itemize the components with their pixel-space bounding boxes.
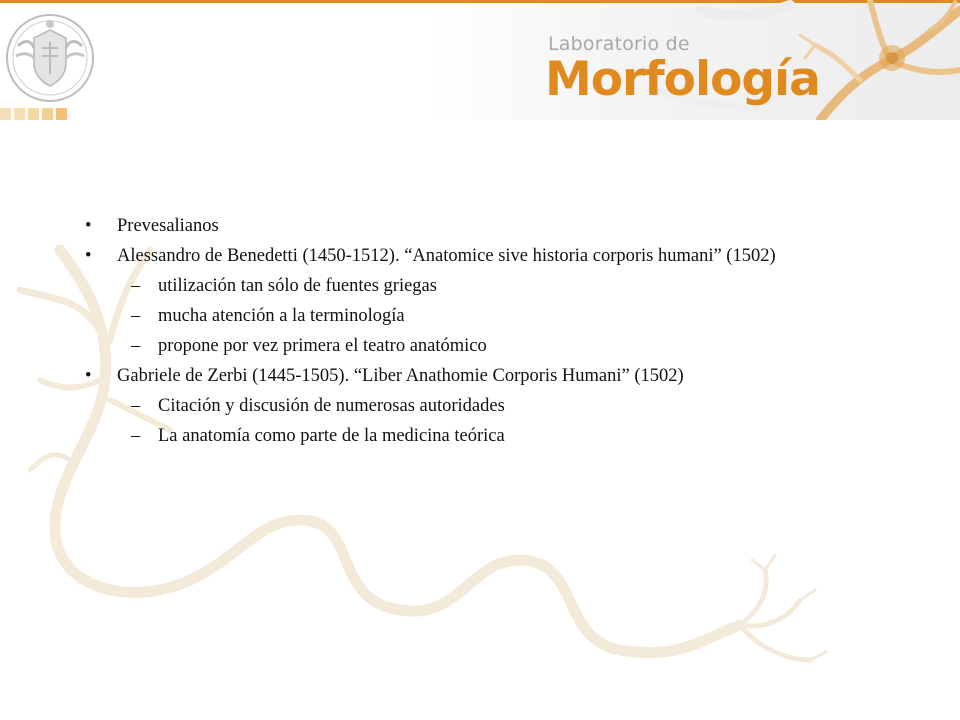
logo-subtitle: Laboratorio de [548, 33, 690, 55]
logo-title: Morfología [545, 52, 820, 107]
sub-bullet-item: – propone por vez primera el teatro anatómico [80, 334, 900, 358]
slide-body [80, 214, 900, 454]
university-seal-icon [4, 8, 96, 108]
bullet-item: • Prevesalianos [80, 214, 900, 238]
sub-bullet-item: – mucha atención a la terminología [80, 304, 900, 328]
bullet-item: • Gabriele de Zerbi (1445-1505). “Liber Anathomie Corporis Humani” (1502) [80, 364, 900, 388]
slide-header [0, 0, 960, 120]
bullet-item: • Alessandro de Benedetti (1450-1512). “Anatomice sive historia corporis humani” (1502) [80, 244, 900, 268]
header-decorative-squares [0, 108, 67, 120]
bullet-list [80, 214, 900, 448]
sub-bullet-item: – La anatomía como parte de la medicina teórica [80, 424, 900, 448]
sub-bullet-item: – utilización tan sólo de fuentes griegas [80, 274, 900, 298]
sub-bullet-item: – Citación y discusión de numerosas autoridades [80, 394, 900, 418]
